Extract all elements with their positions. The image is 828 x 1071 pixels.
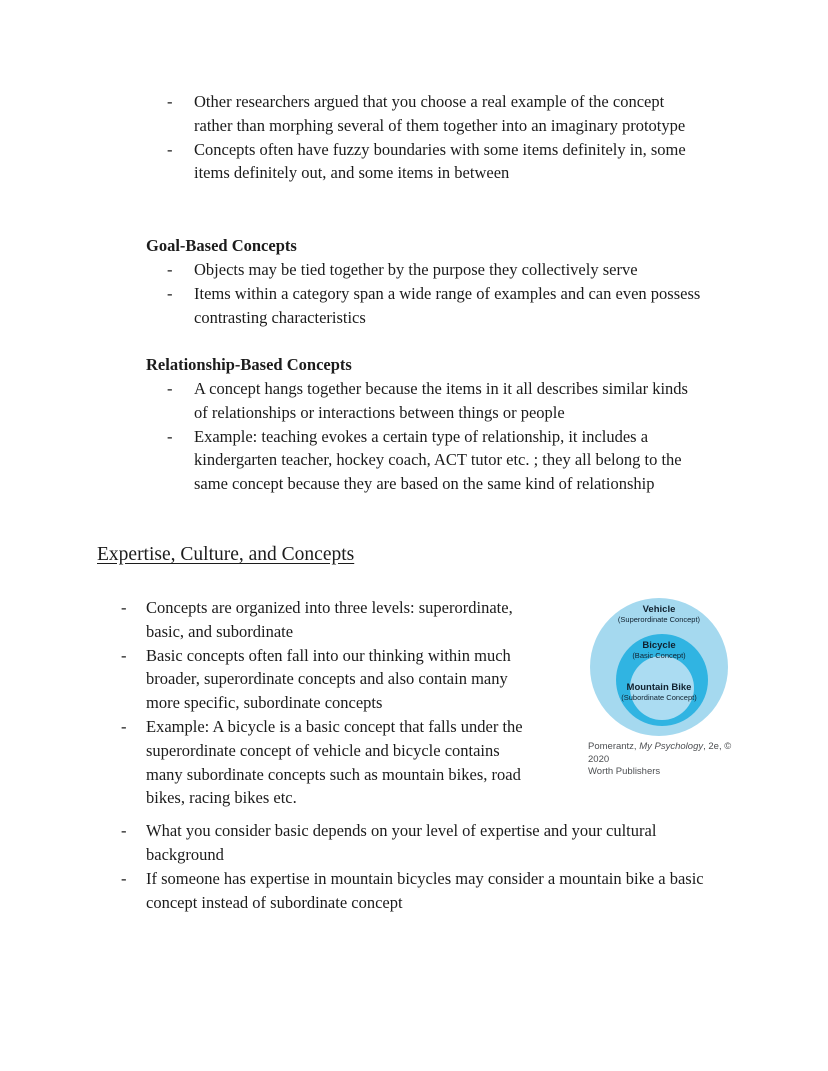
goal-based-concepts-heading: Goal-Based Concepts (146, 236, 297, 255)
ring-subtitle: (Subordinate Concept) (621, 693, 697, 702)
list-item (121, 715, 529, 810)
ring-subtitle: (Basic Concept) (632, 651, 686, 660)
basic-label (590, 640, 728, 660)
dash-bullet: - (121, 645, 127, 665)
bullet-text: A concept hangs together because the items in it all describes similar kinds of relationships or interactions between things or people (194, 379, 688, 422)
dash-bullet: - (167, 283, 173, 303)
dash-bullet: - (121, 598, 127, 617)
bullet-text: Example: teaching evokes a certain type of relationship, it includes a kindergarten teacher, hockey coach, ACT tutor etc. ; they all belong to the same concept because they are based on the same kind of relationship (194, 426, 682, 494)
ring-title: Mountain Bike (626, 682, 692, 693)
figure-caption (588, 741, 738, 779)
ring-title: Bicycle (642, 640, 676, 651)
bullet-text: Example: A bicycle is a basic concept that falls under the superordinate concept of vehicle and bicycle contains many subordinate concepts such as mountain bikes, road bikes, racing bikes etc. (146, 716, 523, 808)
expertise-bullet-list (121, 596, 529, 810)
dash-bullet: - (167, 139, 173, 159)
goal-bullet-list (146, 258, 701, 329)
caption-text: , 2e, © 2020 (588, 741, 732, 765)
superordinate-label (590, 604, 728, 624)
expertise-section (121, 596, 738, 914)
expertise-culture-concepts-heading: Expertise, Culture, and Concepts (97, 544, 355, 565)
list-item (121, 596, 529, 644)
relationship-bullet-list (146, 377, 701, 496)
dash-bullet: - (167, 379, 173, 398)
list-item (146, 282, 701, 330)
dash-bullet: - (121, 821, 127, 841)
list-item (121, 867, 738, 915)
expertise-bullet-list-continued (121, 819, 738, 914)
concentric-circles-diagram (590, 598, 728, 736)
bullet-text: Basic concepts often fall into our thinking within much broader, superordinate concepts and also contain many more specific, subordinate concepts (146, 645, 511, 713)
dash-bullet: - (167, 92, 173, 111)
bullet-text: Concepts often have fuzzy boundaries with some items definitely in, some items definitely out, and some items in between (194, 139, 686, 183)
list-item (146, 377, 701, 425)
bullet-text: Objects may be tied together by the purpose they collectively serve (194, 260, 638, 279)
dash-bullet: - (121, 868, 127, 888)
bullet-text: What you consider basic depends on your level of expertise and your cultural background (146, 821, 657, 864)
bullet-text: Items within a category span a wide range of examples and can even possess contrasting characteristics (194, 283, 701, 327)
bullet-text: If someone has expertise in mountain bicycles may consider a mountain bike a basic concept instead of subordinate concept (146, 868, 704, 912)
caption-text: Pomerantz, (588, 741, 640, 752)
concept-levels-figure (588, 598, 738, 779)
dash-bullet: - (121, 716, 127, 736)
dash-bullet: - (167, 426, 173, 446)
relationship-based-concepts-heading: Relationship-Based Concepts (146, 355, 352, 374)
list-item (121, 819, 738, 867)
caption-book-title: My Psychology (639, 741, 704, 752)
intro-bullet-list (146, 90, 701, 185)
caption-publisher: Worth Publishers (588, 766, 661, 777)
list-item (146, 425, 701, 496)
bullet-text: Concepts are organized into three levels: superordinate, basic, and subordinate (146, 598, 513, 641)
list-item (146, 138, 701, 186)
dash-bullet: - (167, 260, 173, 279)
list-item (121, 644, 529, 715)
bullet-text: Other researchers argued that you choose a real example of the concept rather than morphing several of them together into an imaginary prototype (194, 92, 686, 135)
ring-title: Vehicle (642, 604, 676, 615)
ring-subtitle: (Superordinate Concept) (617, 615, 701, 624)
list-item (146, 90, 701, 138)
subordinate-label (590, 682, 728, 702)
list-item (146, 258, 701, 282)
